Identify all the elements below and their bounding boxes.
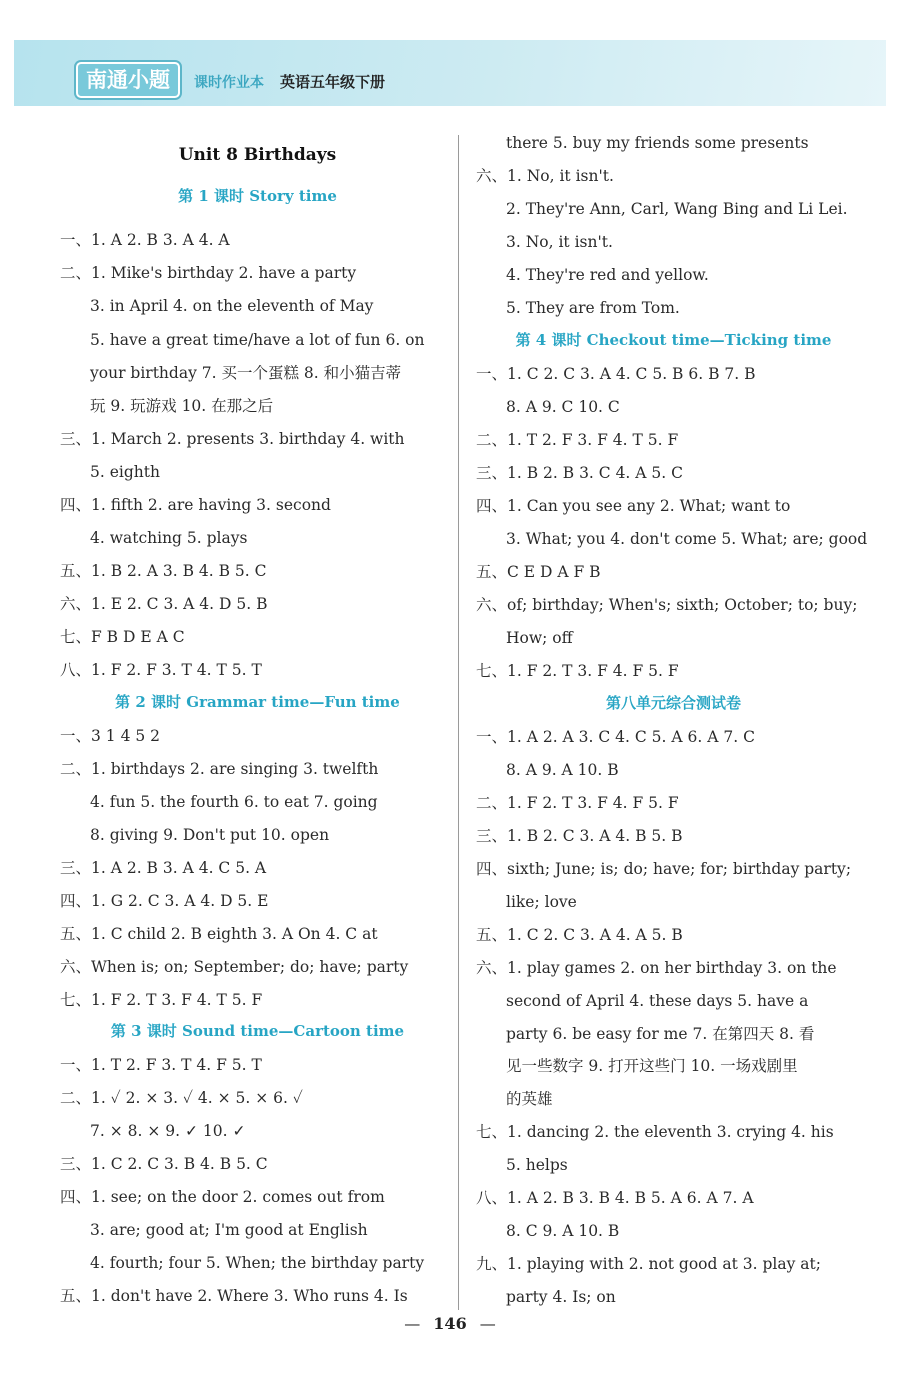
- answer-line: 4. watching 5. plays: [90, 529, 248, 547]
- answer-line: 一、1. A 2. A 3. C 4. C 5. A 6. A 7. C: [476, 728, 755, 746]
- section-heading: 第 1 课时 Story time: [178, 187, 337, 205]
- answer-line: 一、3 1 4 5 2: [60, 727, 161, 745]
- answer-line: 六、1. play games 2. on her birthday 3. on the: [476, 959, 837, 977]
- answer-line: 4. fun 5. the fourth 6. to eat 7. going: [90, 793, 378, 811]
- answer-line: 六、1. No, it isn't.: [476, 167, 614, 185]
- answer-line: 七、1. dancing 2. the eleventh 3. crying 4. his: [476, 1123, 834, 1141]
- answer-line: your birthday 7. 买一个蛋糕 8. 和小猫吉蒂: [90, 364, 402, 382]
- answer-line: 二、1. T 2. F 3. F 4. T 5. F: [476, 431, 679, 449]
- section-heading: 第 4 课时 Checkout time—Ticking time: [515, 331, 832, 349]
- page-number-dash-left: —: [404, 1314, 421, 1333]
- answer-line: 三、1. B 2. C 3. A 4. B 5. B: [476, 827, 683, 845]
- answer-line: 见一些数字 9. 打开这些门 10. 一场戏剧里: [506, 1057, 798, 1075]
- answer-line: 8. A 9. C 10. C: [506, 398, 620, 416]
- answer-line: 六、of; birthday; When's; sixth; October; to; buy;: [476, 596, 858, 614]
- answer-line: 四、1. Can you see any 2. What; want to: [476, 497, 791, 515]
- book-title: 英语五年级下册: [280, 73, 386, 91]
- answer-line: party 4. Is; on: [506, 1288, 616, 1306]
- answer-line: 8. giving 9. Don't put 10. open: [90, 826, 330, 844]
- answer-line: 六、1. E 2. C 3. A 4. D 5. B: [60, 595, 268, 613]
- answer-line: 五、1. C 2. C 3. A 4. A 5. B: [476, 926, 683, 944]
- answer-line: 四、1. fifth 2. are having 3. second: [60, 496, 331, 514]
- answer-line: 五、1. B 2. A 3. B 4. B 5. C: [60, 562, 267, 580]
- answer-line: 四、1. G 2. C 3. A 4. D 5. E: [60, 892, 269, 910]
- answer-line: How; off: [506, 629, 573, 647]
- answer-line: 五、1. don't have 2. Where 3. Who runs 4. Is: [60, 1287, 408, 1305]
- answer-line: 一、1. T 2. F 3. T 4. F 5. T: [60, 1056, 262, 1074]
- answer-line: 三、1. B 2. B 3. C 4. A 5. C: [476, 464, 683, 482]
- answer-line: 5. They are from Tom.: [506, 299, 680, 317]
- series-logo: 南通小题: [76, 62, 180, 98]
- answer-line: 3. No, it isn't.: [506, 233, 613, 251]
- answer-line: 五、1. C child 2. B eighth 3. A On 4. C at: [60, 925, 378, 943]
- answer-line: party 6. be easy for me 7. 在第四天 8. 看: [506, 1025, 815, 1043]
- answer-line: 七、1. F 2. T 3. F 4. F 5. F: [476, 662, 679, 680]
- answer-line: 三、1. A 2. B 3. A 4. C 5. A: [60, 859, 267, 877]
- answer-line: 3. are; good at; I'm good at English: [90, 1221, 368, 1239]
- answer-line: 二、1. ✓ 2. × 3. ✓ 4. × 5. × 6. ✓: [60, 1089, 303, 1107]
- answer-line: 2. They're Ann, Carl, Wang Bing and Li Lei.: [506, 200, 848, 218]
- page-number-value: 146: [433, 1314, 467, 1333]
- answer-line: 8. C 9. A 10. B: [506, 1222, 620, 1240]
- answer-line: 二、1. F 2. T 3. F 4. F 5. F: [476, 794, 679, 812]
- answer-line: 5. helps: [506, 1156, 568, 1174]
- answer-line: 三、1. March 2. presents 3. birthday 4. with: [60, 430, 405, 448]
- header-banner: [14, 40, 886, 106]
- section-heading: 第 3 课时 Sound time—Cartoon time: [110, 1022, 405, 1040]
- column-divider: [458, 135, 459, 1310]
- answer-line: 5. have a great time/have a lot of fun 6. on: [90, 331, 425, 349]
- answer-line: 3. in April 4. on the eleventh of May: [90, 297, 374, 315]
- section-heading: 第 2 课时 Grammar time—Fun time: [115, 693, 400, 711]
- answer-line: 三、1. C 2. C 3. B 4. B 5. C: [60, 1155, 268, 1173]
- section-heading: Unit 8 Birthdays: [178, 145, 337, 165]
- answer-line: 4. fourth; four 5. When; the birthday party: [90, 1254, 425, 1272]
- answer-line: 8. A 9. A 10. B: [506, 761, 619, 779]
- answer-line: 八、1. F 2. F 3. T 4. T 5. T: [60, 661, 262, 679]
- answer-line: second of April 4. these days 5. have a: [506, 992, 809, 1010]
- answer-line: 五、C E D A F B: [476, 563, 601, 581]
- answer-line: 5. eighth: [90, 463, 160, 481]
- answer-line: 3. What; you 4. don't come 5. What; are; good: [506, 530, 868, 548]
- page-number: [400, 1310, 500, 1338]
- answer-line: like; love: [506, 893, 577, 911]
- answer-line: 一、1. C 2. C 3. A 4. C 5. B 6. B 7. B: [476, 365, 756, 383]
- answer-line: 一、1. A 2. B 3. A 4. A: [60, 231, 230, 249]
- answer-line: 六、When is; on; September; do; have; party: [60, 958, 409, 976]
- answer-line: 二、1. Mike's birthday 2. have a party: [60, 264, 357, 282]
- page-number-dash-right: —: [479, 1314, 496, 1333]
- answer-line: 4. They're red and yellow.: [506, 266, 709, 284]
- answer-line: 八、1. A 2. B 3. B 4. B 5. A 6. A 7. A: [476, 1189, 754, 1207]
- section-heading: 第八单元综合测试卷: [605, 694, 741, 712]
- answer-line: 四、sixth; June; is; do; have; for; birthday party;: [476, 860, 852, 878]
- answer-line: 九、1. playing with 2. not good at 3. play at;: [476, 1255, 821, 1273]
- answer-line: 七、1. F 2. T 3. F 4. T 5. F: [60, 991, 263, 1009]
- answer-line: 二、1. birthdays 2. are singing 3. twelfth: [60, 760, 379, 778]
- answer-line: 七、F B D E A C: [60, 628, 185, 646]
- answer-line: 玩 9. 玩游戏 10. 在那之后: [90, 397, 274, 415]
- answer-line: there 5. buy my friends some presents: [506, 134, 809, 152]
- series-name: 课时作业本: [194, 75, 264, 91]
- answer-line: 的英雄: [506, 1090, 553, 1108]
- answer-line: 四、1. see; on the door 2. comes out from: [60, 1188, 385, 1206]
- answer-line: 7. × 8. × 9. ✓ 10. ✓: [90, 1122, 246, 1140]
